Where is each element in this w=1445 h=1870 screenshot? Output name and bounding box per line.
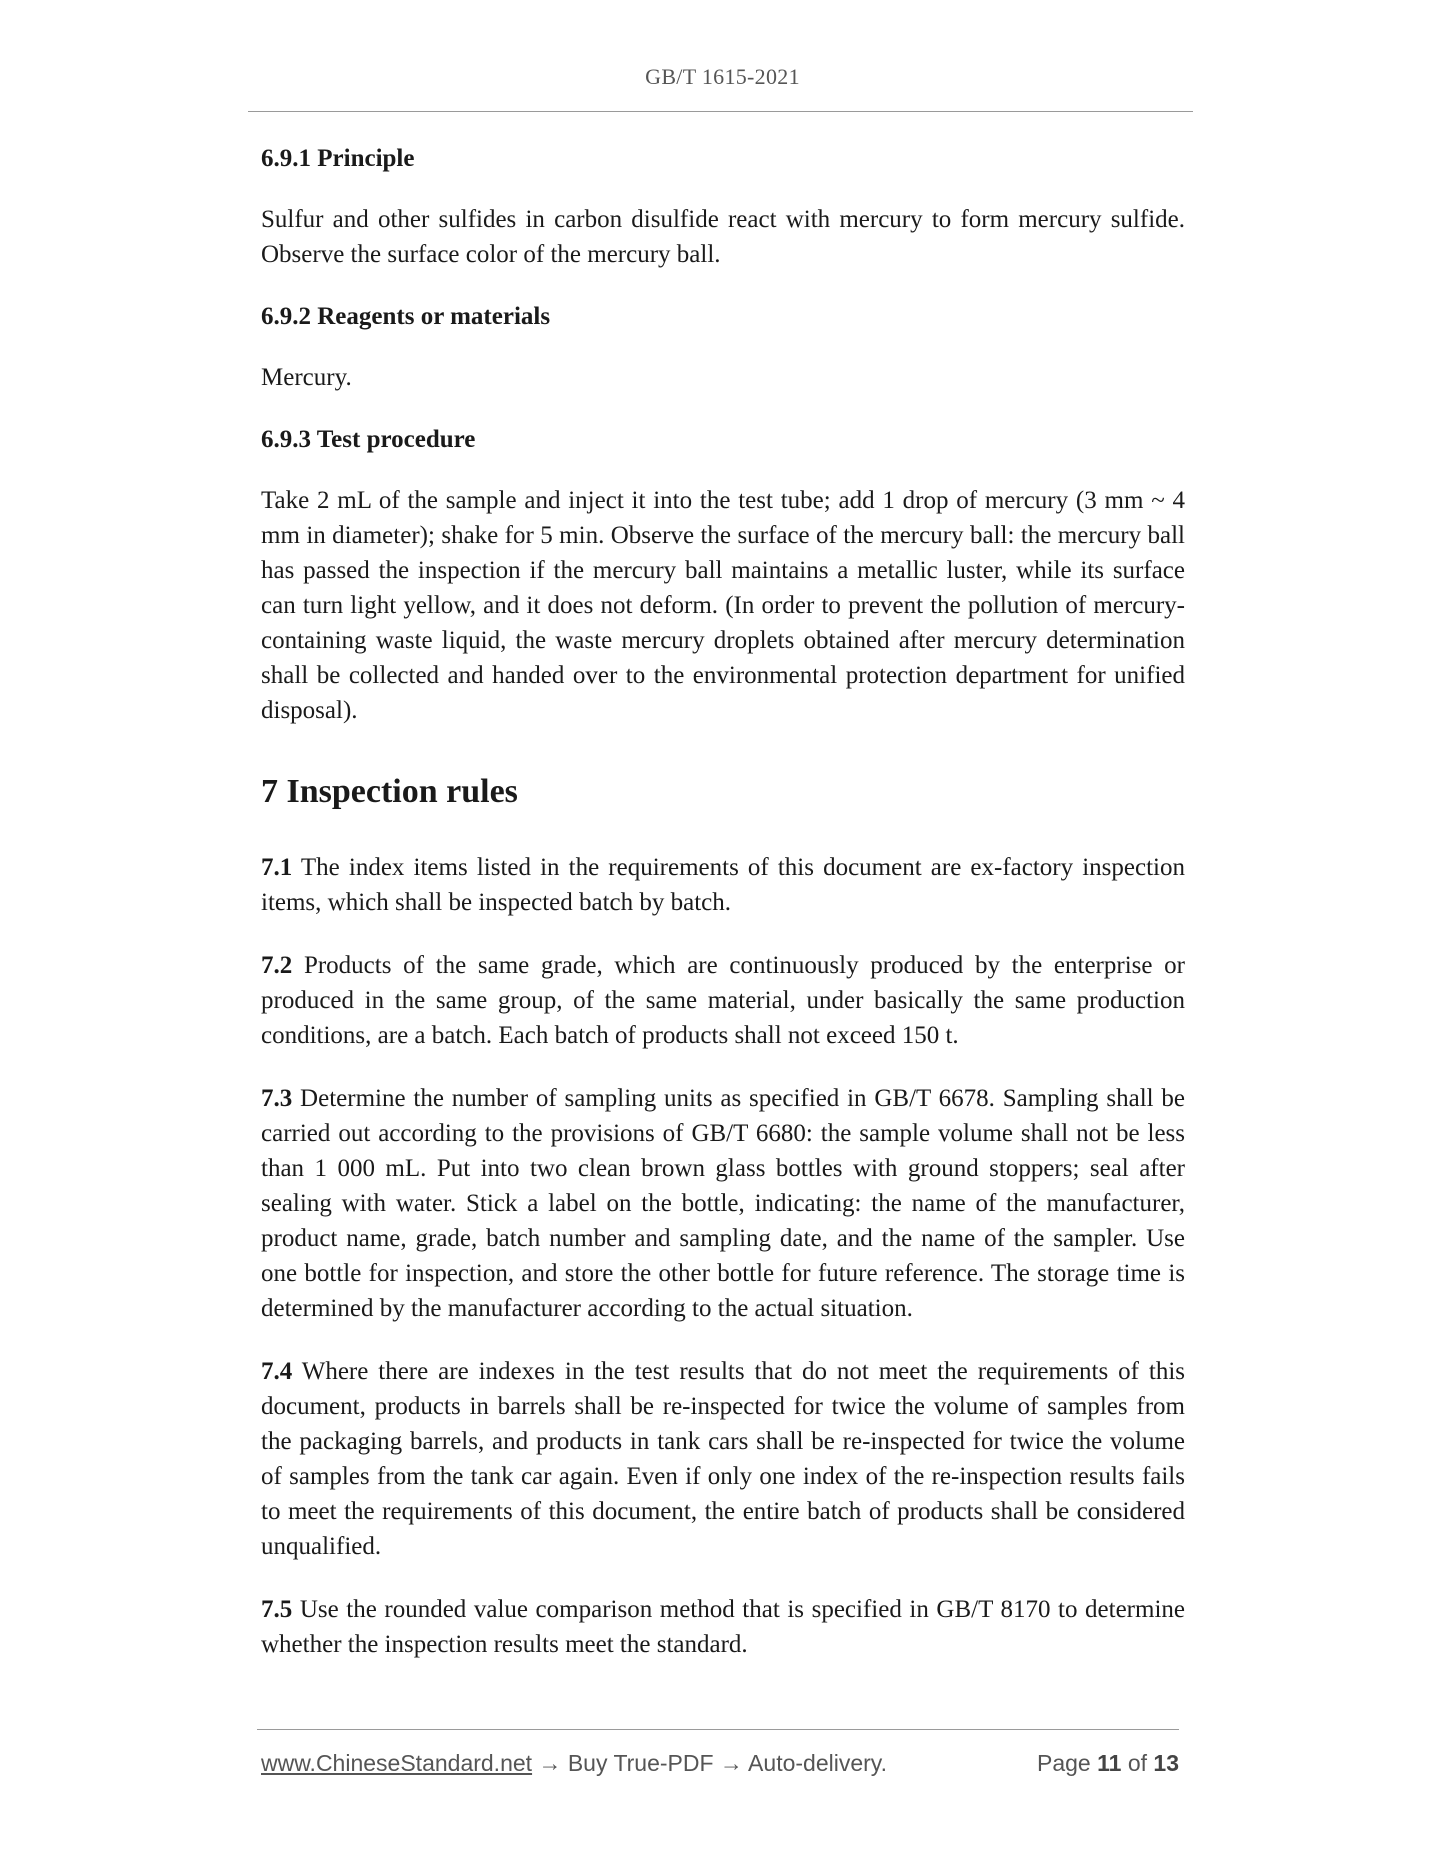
heading-6-9-2: 6.9.2 Reagents or materials: [261, 303, 551, 330]
document-body: [261, 142, 1185, 1662]
paragraph-reagents: Mercury.: [261, 364, 352, 391]
clause-text: The index items listed in the requirements of this document are ex-factory inspection items, which shall be inspected batch by batch.: [261, 854, 1185, 916]
paragraph-principle: Sulfur and other sulfides in carbon disulfide react with mercury to form mercury sulfide. Observe the surface color of the mercury ball.: [261, 206, 1185, 268]
clause-7-3: [261, 1081, 1185, 1326]
clause-number: 7.5: [261, 1596, 293, 1623]
clause-text: Where there are indexes in the test results that do not meet the requirements of this document, products in barrels shall be re-inspected for twice the volume of samples from the packaging barrels, and products in tank cars shall be re-inspected for twice the volume of samples from the tank car again. Even if only one index of the re-inspection results fails to meet the requirements of this document, the entire batch of products shall be considered unqualified.: [261, 1358, 1185, 1560]
page-label: Page: [1037, 1750, 1091, 1776]
heading-6-9-1: 6.9.1 Principle: [261, 145, 415, 172]
clause-7-5: [261, 1592, 1185, 1662]
clause-text: Determine the number of sampling units as specified in GB/T 6678. Sampling shall be carried out according to the provisions of GB/T 6680: the sample volume shall not be less than 1 000 mL. Put into two clean brown glass bottles with ground stoppers; seal after sealing with water. Stick a label on the bottle, indicating: the name of the manufacturer, product name, grade, batch number and sampling date, and the name of the sampler. Use one bottle for inspection, and store the other bottle for future reference. The storage time is determined by the manufacturer according to the actual situation.: [261, 1085, 1185, 1322]
clause-text: Use the rounded value comparison method that is specified in GB/T 8170 to determine whether the inspection results meet the standard.: [261, 1596, 1185, 1658]
page-footer: [261, 1750, 1179, 1780]
footer-promo: [261, 1750, 887, 1777]
current-page-number: 11: [1097, 1750, 1122, 1776]
clause-7-2: [261, 948, 1185, 1053]
clause-7-1: [261, 850, 1185, 920]
footer-promo-text: → Buy True-PDF → Auto-delivery.: [532, 1750, 887, 1776]
of-label: of: [1127, 1750, 1148, 1776]
clause-7-4: [261, 1354, 1185, 1564]
clause-text: Products of the same grade, which are continuously produced by the enterprise or produced in the same group, of the same material, under basically the same production conditions, are a batch. Each batch of products shall not exceed 150 t.: [261, 952, 1185, 1049]
clause-number: 7.3: [261, 1085, 293, 1112]
page-header-title: GB/T 1615-2021: [645, 64, 800, 89]
paragraph-test-procedure: Take 2 mL of the sample and inject it into the test tube; add 1 drop of mercury (3 mm ~ 4 mm in diameter); shake for 5 min. Observe the surface of the mercury ball: the mercury ball has passed the inspection if the mercury ball maintains a metallic luster, while its surface can turn light yellow, and it does not deform. (In order to prevent the pollution of mercury-containing waste liquid, the waste mercury droplets obtained after mercury determination shall be collected and handed over to the environmental protection department for unified disposal).: [261, 487, 1185, 724]
clause-number: 7.2: [261, 952, 293, 979]
heading-6-9-3: 6.9.3 Test procedure: [261, 426, 476, 453]
total-page-number: 13: [1153, 1750, 1179, 1776]
page-indicator: [1037, 1750, 1179, 1777]
header-divider: [248, 111, 1193, 112]
chinesestandard-link[interactable]: www.ChineseStandard.net: [261, 1750, 533, 1776]
footer-divider: [257, 1729, 1179, 1730]
heading-7-inspection-rules: 7 Inspection rules: [261, 773, 518, 810]
clause-number: 7.1: [261, 854, 293, 881]
clause-number: 7.4: [261, 1358, 293, 1385]
